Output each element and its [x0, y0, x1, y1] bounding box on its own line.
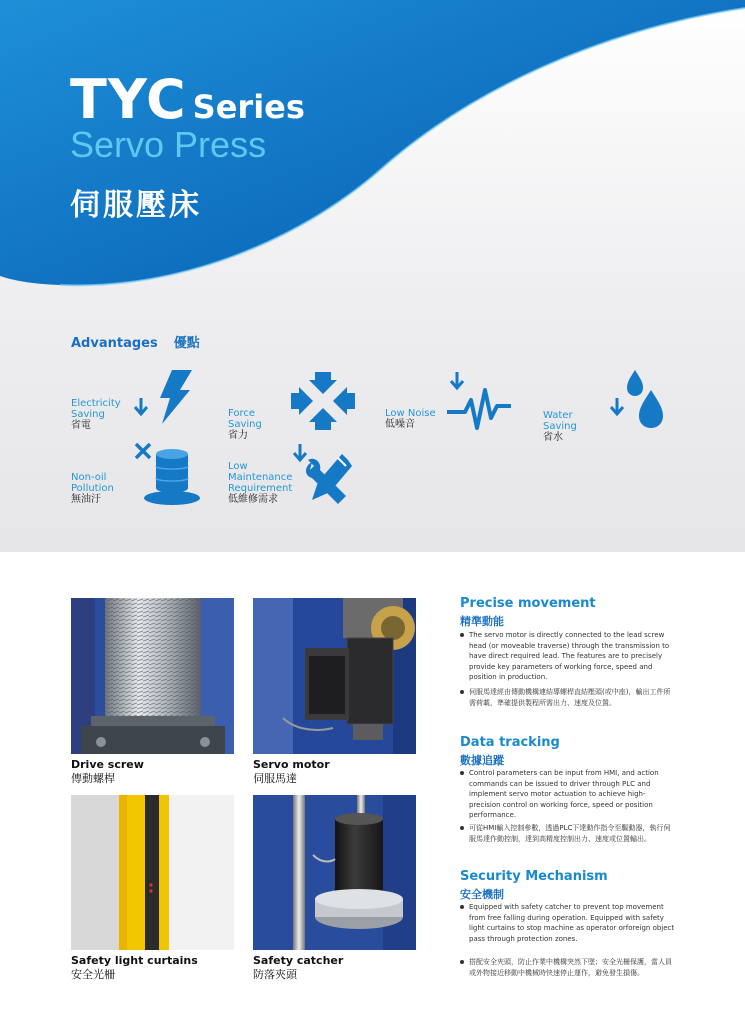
- title-series: Series: [192, 88, 305, 126]
- section-bullet: [460, 687, 675, 708]
- water-drops-icon: [607, 368, 669, 430]
- bullet-text: Control parameters can be input from HMI, and action commands can be issued to driver through PLC and implement servo motor actuation to achieve high-precision control on working force, speed or position performance.: [469, 769, 659, 819]
- advantage-label-en: Non-oil Pollution: [71, 472, 114, 494]
- advantage-maintenance: [228, 461, 298, 505]
- advantages-title: [71, 332, 200, 351]
- advantage-noise: [385, 408, 447, 430]
- sound-wave-icon: [445, 370, 515, 430]
- caption-drive-screw: [71, 758, 144, 786]
- caption-en: Safety catcher: [253, 954, 344, 967]
- caption-en: Servo motor: [253, 758, 330, 771]
- section-subtitle-security: 安全機制: [460, 888, 504, 901]
- advantage-label-cn: 無油汙: [71, 494, 101, 505]
- section-bullet: [460, 902, 675, 944]
- section-bullet: [460, 630, 675, 683]
- advantage-water: [543, 410, 605, 443]
- caption-safety-light-curtains: [71, 954, 198, 982]
- section-title-security: Security Mechanism: [460, 869, 608, 884]
- bullet-text: 可從HMI輸入控制參數，透過PLC下達動作指令至驅動器，執行伺服馬達作動控制，達到高精度控制出力、速度或位置輸出。: [469, 824, 671, 843]
- compress-arrows-icon: [291, 370, 355, 432]
- bullet-text: 伺服馬達經由傳動機構連結導螺桿直結壓頭(或中座)，輸出工件所需荷載，準確提供製程所需出力、速度及位置。: [469, 688, 671, 707]
- page-title-chinese: 伺服壓床: [70, 188, 202, 223]
- bullet-dot: [460, 690, 464, 694]
- light-curtain-image: [71, 795, 234, 950]
- caption-en: Safety light curtains: [71, 954, 198, 967]
- caption-en: Drive screw: [71, 758, 144, 771]
- advantage-electricity: [71, 398, 133, 431]
- bullet-dot: [460, 960, 464, 964]
- caption-cn: 安全光柵: [71, 968, 115, 981]
- advantage-label-en: Water Saving: [543, 410, 577, 432]
- page-subtitle: Servo Press: [70, 124, 267, 165]
- advantages-title-en: Advantages: [71, 336, 158, 351]
- caption-cn: 伺服馬達: [253, 772, 297, 785]
- bullet-text: The servo motor is directly connected to the lead screw head (or moveable traverse) through the transmission to have direct required lead. The features are to precisely provide key parameters of working force, speed and position in production.: [469, 631, 670, 681]
- bullet-text: 搭配安全夾頭，防止作業中機構突然下墜；安全光柵保護，當人員或外物接近移動中機械時快速停止運作，避免發生損傷。: [469, 958, 672, 977]
- page-title: [70, 68, 305, 131]
- lightning-icon: [132, 368, 198, 426]
- safety-catcher-image: [253, 795, 416, 950]
- section-title-precise: Precise movement: [460, 596, 596, 611]
- advantage-label-cn: 省水: [543, 432, 563, 443]
- advantage-label-en: Force Saving: [228, 408, 262, 430]
- drive-screw-image: [71, 598, 234, 754]
- section-subtitle-data: 數據追蹤: [460, 754, 504, 767]
- advantage-label-cn: 省力: [228, 430, 248, 441]
- bullet-dot: [460, 905, 464, 909]
- section-bullet: [460, 823, 675, 844]
- bullet-dot: [460, 771, 464, 775]
- photo-safety-catcher: [253, 795, 416, 950]
- bullet-dot: [460, 633, 464, 637]
- advantage-label-en: Electricity Saving: [71, 398, 121, 420]
- photo-drive-screw: [71, 598, 234, 754]
- bullet-text: Equipped with safety catcher to prevent top movement from free falling during operation. Equipped with safety light curtains to stop machine as operator orforeign object pass through protection zones.: [469, 903, 675, 943]
- advantages-title-cn: 優點: [173, 336, 200, 351]
- title-model: TYC: [70, 68, 187, 131]
- section-subtitle-precise: 精準動能: [460, 615, 504, 628]
- advantage-label-cn: 省電: [71, 420, 91, 431]
- caption-servo-motor: [253, 758, 330, 786]
- section-title-data: Data tracking: [460, 735, 560, 750]
- caption-cn: 防落夾頭: [253, 968, 297, 981]
- bullet-dot: [460, 826, 464, 830]
- advantage-label-cn: 低維修需求: [228, 494, 278, 505]
- caption-cn: 傳動螺桿: [71, 772, 115, 785]
- servo-motor-image: [253, 598, 416, 754]
- photo-safety-light-curtains: [71, 795, 234, 950]
- advantage-label-en: Low Noise: [385, 408, 436, 419]
- oil-barrel-icon: [132, 440, 200, 506]
- advantage-label-en: Low Maintenance Requirement: [228, 461, 293, 494]
- photo-servo-motor: [253, 598, 416, 754]
- section-bullet: [460, 768, 675, 821]
- advantage-non-oil: [71, 472, 133, 505]
- advantage-label-cn: 低噪音: [385, 419, 415, 430]
- wrench-screwdriver-icon: [290, 442, 356, 508]
- section-bullet: [460, 957, 675, 978]
- caption-safety-catcher: [253, 954, 343, 982]
- advantage-force: [228, 408, 290, 441]
